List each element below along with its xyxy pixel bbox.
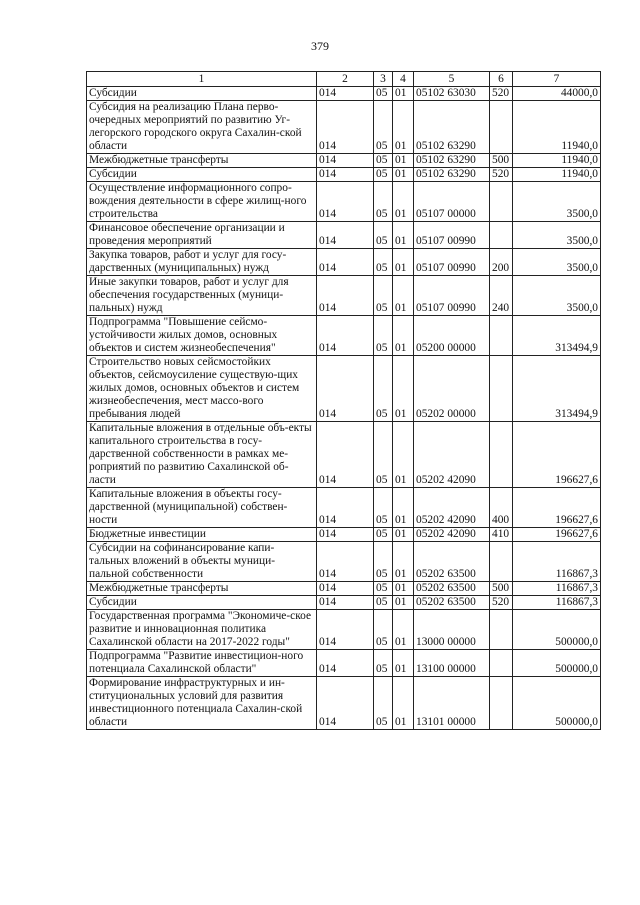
row-amount: 11940,0 — [513, 168, 601, 182]
row-name: Иные закупки товаров, работ и услуг для обеспечения государственных (муници-пальных) нужд — [87, 276, 317, 316]
row-amount: 116867,3 — [513, 542, 601, 582]
row-code-2: 014 — [317, 542, 374, 582]
row-code-5: 05200 00000 — [414, 316, 490, 356]
row-code-3: 05 — [374, 154, 393, 168]
row-code-5: 05107 00990 — [414, 276, 490, 316]
table-row — [87, 356, 601, 422]
row-code-3: 05 — [374, 582, 393, 596]
row-code-5: 05102 63290 — [414, 168, 490, 182]
row-name: Субсидии — [87, 87, 317, 101]
row-code-2: 014 — [317, 154, 374, 168]
row-code-5: 05102 63290 — [414, 154, 490, 168]
row-code-2: 014 — [317, 610, 374, 650]
row-code-3: 05 — [374, 542, 393, 582]
row-code-6 — [490, 356, 513, 422]
row-code-3: 05 — [374, 249, 393, 276]
table-row — [87, 650, 601, 677]
row-code-5: 05102 63030 — [414, 87, 490, 101]
row-code-6: 520 — [490, 596, 513, 610]
row-code-3: 05 — [374, 677, 393, 730]
row-code-5: 05102 63290 — [414, 101, 490, 154]
row-code-4: 01 — [393, 650, 414, 677]
row-amount: 196627,6 — [513, 528, 601, 542]
row-code-2: 014 — [317, 101, 374, 154]
header-cell: 7 — [513, 72, 601, 87]
row-amount: 3500,0 — [513, 276, 601, 316]
row-code-6: 410 — [490, 528, 513, 542]
table-row — [87, 488, 601, 528]
row-amount: 3500,0 — [513, 182, 601, 222]
row-code-4: 01 — [393, 87, 414, 101]
table-row — [87, 528, 601, 542]
row-code-3: 05 — [374, 610, 393, 650]
row-amount: 116867,3 — [513, 582, 601, 596]
row-code-5: 13000 00000 — [414, 610, 490, 650]
row-code-3: 05 — [374, 87, 393, 101]
row-code-6: 240 — [490, 276, 513, 316]
header-row — [87, 72, 601, 87]
row-amount: 196627,6 — [513, 422, 601, 488]
table-row — [87, 542, 601, 582]
row-name: Закупка товаров, работ и услуг для госу-дарственных (муниципальных) нужд — [87, 249, 317, 276]
row-code-5: 05202 42090 — [414, 488, 490, 528]
header-cell: 6 — [490, 72, 513, 87]
row-amount: 500000,0 — [513, 650, 601, 677]
table-row — [87, 154, 601, 168]
row-code-2: 014 — [317, 422, 374, 488]
row-code-4: 01 — [393, 610, 414, 650]
row-code-2: 014 — [317, 276, 374, 316]
row-code-5: 05107 00990 — [414, 249, 490, 276]
row-code-4: 01 — [393, 182, 414, 222]
row-code-3: 05 — [374, 596, 393, 610]
row-amount: 11940,0 — [513, 101, 601, 154]
row-code-4: 01 — [393, 422, 414, 488]
row-name: Государственная программа "Экономиче-ское развитие и инновационная политика Сахалинской области на 2017-2022 годы" — [87, 610, 317, 650]
header-cell: 5 — [414, 72, 490, 87]
row-name: Субсидии — [87, 596, 317, 610]
row-code-2: 014 — [317, 596, 374, 610]
row-code-4: 01 — [393, 222, 414, 249]
row-code-5: 13100 00000 — [414, 650, 490, 677]
row-amount: 313494,9 — [513, 356, 601, 422]
row-code-3: 05 — [374, 101, 393, 154]
row-name: Межбюджетные трансферты — [87, 582, 317, 596]
row-code-5: 05107 00990 — [414, 222, 490, 249]
row-code-3: 05 — [374, 488, 393, 528]
row-amount: 500000,0 — [513, 677, 601, 730]
row-code-6 — [490, 650, 513, 677]
row-amount: 313494,9 — [513, 316, 601, 356]
row-code-2: 014 — [317, 168, 374, 182]
row-code-6 — [490, 316, 513, 356]
row-name: Осуществление информационного сопро-вождения деятельности в сфере жилищ-ного строительства — [87, 182, 317, 222]
row-code-5: 05202 63500 — [414, 582, 490, 596]
header-cell: 3 — [374, 72, 393, 87]
row-name: Бюджетные инвестиции — [87, 528, 317, 542]
row-code-2: 014 — [317, 356, 374, 422]
row-code-3: 05 — [374, 222, 393, 249]
row-code-2: 014 — [317, 87, 374, 101]
table-row — [87, 582, 601, 596]
table-row — [87, 101, 601, 154]
budget-table — [86, 71, 601, 730]
row-name: Подпрограмма "Развитие инвестицион-ного потенциала Сахалинской области" — [87, 650, 317, 677]
row-amount: 500000,0 — [513, 610, 601, 650]
row-amount: 196627,6 — [513, 488, 601, 528]
table-row — [87, 596, 601, 610]
row-code-3: 05 — [374, 422, 393, 488]
table-row — [87, 276, 601, 316]
row-code-2: 014 — [317, 677, 374, 730]
table-row — [87, 249, 601, 276]
row-code-4: 01 — [393, 168, 414, 182]
header-cell: 1 — [87, 72, 317, 87]
row-code-2: 014 — [317, 222, 374, 249]
header-cell: 4 — [393, 72, 414, 87]
row-name: Финансовое обеспечение организации и проведения мероприятий — [87, 222, 317, 249]
row-code-5: 05202 63500 — [414, 596, 490, 610]
row-name: Субсидия на реализацию Плана перво-очередных мероприятий по развитию Уг-легорского городского округа Сахалин-ской области — [87, 101, 317, 154]
table-row — [87, 222, 601, 249]
header-cell: 2 — [317, 72, 374, 87]
row-amount: 3500,0 — [513, 249, 601, 276]
row-name: Капитальные вложения в отдельные объ-екты капитального строительства в госу-дарственной собственности в рамках ме-роприятий по развитию Сахалинской об-ласти — [87, 422, 317, 488]
row-code-6 — [490, 422, 513, 488]
row-name: Субсидии — [87, 168, 317, 182]
row-code-2: 014 — [317, 488, 374, 528]
row-code-2: 014 — [317, 182, 374, 222]
row-code-6: 500 — [490, 582, 513, 596]
row-code-5: 05202 42090 — [414, 422, 490, 488]
row-code-2: 014 — [317, 249, 374, 276]
row-code-6 — [490, 677, 513, 730]
row-code-6: 500 — [490, 154, 513, 168]
row-code-6: 520 — [490, 87, 513, 101]
row-code-6 — [490, 182, 513, 222]
row-name: Межбюджетные трансферты — [87, 154, 317, 168]
row-code-4: 01 — [393, 154, 414, 168]
table-row — [87, 422, 601, 488]
row-code-4: 01 — [393, 249, 414, 276]
row-amount: 116867,3 — [513, 596, 601, 610]
row-code-6 — [490, 222, 513, 249]
table-row — [87, 316, 601, 356]
row-code-3: 05 — [374, 182, 393, 222]
row-name: Субсидии на софинансирование капи-тальных вложений в объекты муници-пальной собственности — [87, 542, 317, 582]
row-code-4: 01 — [393, 542, 414, 582]
row-code-2: 014 — [317, 650, 374, 677]
row-code-4: 01 — [393, 528, 414, 542]
row-code-6: 400 — [490, 488, 513, 528]
row-code-6 — [490, 101, 513, 154]
page-number: 379 — [311, 39, 329, 53]
row-code-3: 05 — [374, 528, 393, 542]
row-code-5: 05202 42090 — [414, 528, 490, 542]
row-code-5: 05202 63500 — [414, 542, 490, 582]
row-code-4: 01 — [393, 488, 414, 528]
row-code-3: 05 — [374, 316, 393, 356]
row-code-6: 200 — [490, 249, 513, 276]
row-code-5: 13101 00000 — [414, 677, 490, 730]
row-code-3: 05 — [374, 356, 393, 422]
row-code-4: 01 — [393, 677, 414, 730]
row-name: Формирование инфраструктурных и ин-ституциональных условий для развития инвестиционного потенциала Сахалин-ской области — [87, 677, 317, 730]
row-code-5: 05107 00000 — [414, 182, 490, 222]
row-amount: 44000,0 — [513, 87, 601, 101]
row-code-4: 01 — [393, 356, 414, 422]
row-code-6: 520 — [490, 168, 513, 182]
table-row — [87, 677, 601, 730]
row-code-4: 01 — [393, 316, 414, 356]
table-row — [87, 182, 601, 222]
row-code-2: 014 — [317, 582, 374, 596]
row-name: Подпрограмма "Повышение сейсмо-устойчивости жилых домов, основных объектов и систем жизнеобеспечения" — [87, 316, 317, 356]
row-name: Строительство новых сейсмостойких объектов, сейсмоусиление существую-щих жилых домов, основных объектов и систем жизнеобеспечения, мест массо-вого пребывания людей — [87, 356, 317, 422]
row-code-3: 05 — [374, 168, 393, 182]
row-code-3: 05 — [374, 276, 393, 316]
row-name: Капитальные вложения в объекты госу-дарственной (муниципальной) собствен-ности — [87, 488, 317, 528]
row-code-4: 01 — [393, 101, 414, 154]
row-code-2: 014 — [317, 316, 374, 356]
row-amount: 11940,0 — [513, 154, 601, 168]
row-code-6 — [490, 542, 513, 582]
row-code-4: 01 — [393, 582, 414, 596]
table-row — [87, 87, 601, 101]
table-row — [87, 610, 601, 650]
row-code-3: 05 — [374, 650, 393, 677]
row-code-6 — [490, 610, 513, 650]
row-amount: 3500,0 — [513, 222, 601, 249]
row-code-4: 01 — [393, 276, 414, 316]
row-code-2: 014 — [317, 528, 374, 542]
row-code-5: 05202 00000 — [414, 356, 490, 422]
row-code-4: 01 — [393, 596, 414, 610]
table-row — [87, 168, 601, 182]
